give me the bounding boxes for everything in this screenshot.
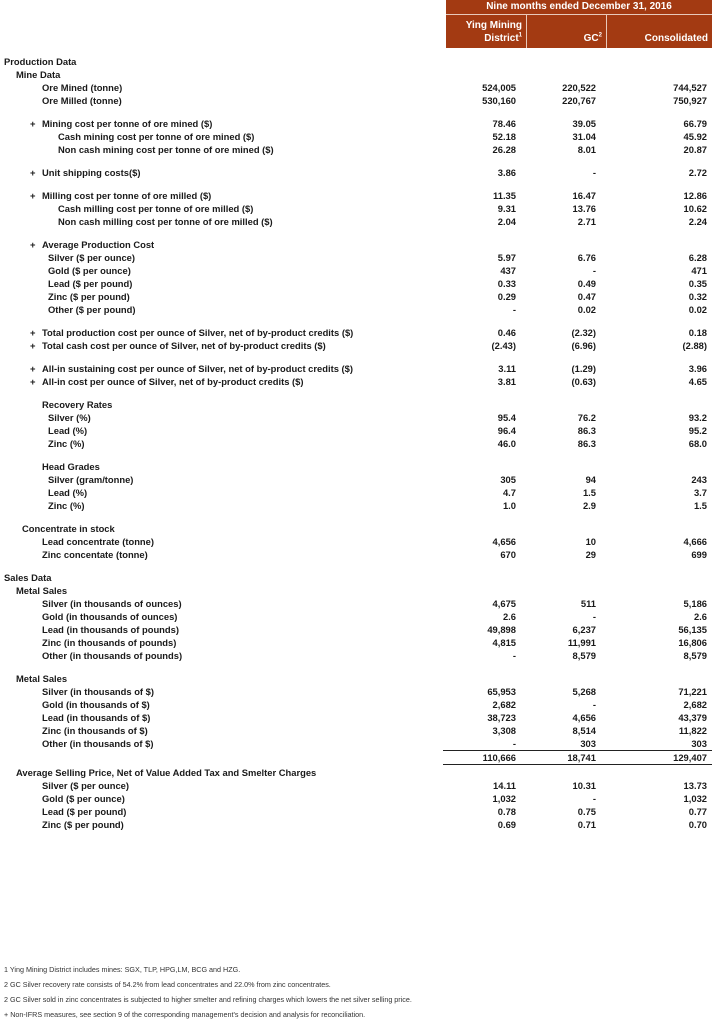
row-label: Milling cost per tonne of ore milled ($) xyxy=(42,190,212,201)
table-row xyxy=(0,437,712,450)
value-ying: 96.4 xyxy=(497,425,516,436)
table-row xyxy=(0,548,712,561)
row-label: Silver ($ per ounce) xyxy=(48,252,136,263)
row-label: Non cash milling cost per tonne of ore milled ($) xyxy=(58,216,273,227)
row-label: Gold (in thousands of ounces) xyxy=(42,611,178,622)
value-gc: (0.63) xyxy=(571,376,596,387)
table-row xyxy=(0,473,712,486)
value-ying: 46.0 xyxy=(497,438,516,449)
value-gc: 13.76 xyxy=(572,203,596,214)
value-gc: 0.71 xyxy=(577,819,596,830)
row-label: Silver (gram/tonne) xyxy=(48,474,134,485)
column-header-ying-label: Ying Mining District$^1$ xyxy=(465,20,522,44)
column-header-ying xyxy=(446,15,527,48)
value-consolidated: 43,379 xyxy=(678,712,707,723)
value-gc: (1.29) xyxy=(571,363,596,374)
row-label: Other ($ per pound) xyxy=(48,304,136,315)
value-consolidated: 3.96 xyxy=(688,363,707,374)
table-row xyxy=(0,750,712,766)
value-consolidated: 68.0 xyxy=(688,438,707,449)
value-consolidated: 8,579 xyxy=(683,650,707,661)
value-ying: 0.69 xyxy=(497,819,516,830)
table-row xyxy=(0,68,712,81)
row-label: Cash milling cost per tonne of ore milled ($) xyxy=(58,203,254,214)
value-consolidated: 1.5 xyxy=(693,500,707,511)
row-spacer xyxy=(0,107,712,117)
row-label: Total production cost per ounce of Silver, net of by-product credits ($) xyxy=(42,327,354,338)
value-consolidated: 16,806 xyxy=(678,637,707,648)
value-consolidated: 6.28 xyxy=(688,252,707,263)
table-row xyxy=(0,411,712,424)
value-gc: 39.05 xyxy=(572,118,596,129)
table-row xyxy=(0,166,712,179)
row-label: Metal Sales xyxy=(16,585,68,596)
row-spacer xyxy=(0,388,712,398)
table-row xyxy=(0,636,712,649)
row-label: Metal Sales xyxy=(16,673,68,684)
value-consolidated: 0.70 xyxy=(688,819,707,830)
table-row xyxy=(0,143,712,156)
non-ifrs-marker: + xyxy=(30,167,36,178)
table-row xyxy=(0,189,712,202)
value-ying: 26.28 xyxy=(492,144,516,155)
table-row xyxy=(0,215,712,228)
value-consolidated: 13.73 xyxy=(683,780,707,791)
row-spacer xyxy=(0,316,712,326)
row-label: Lead ($ per pound) xyxy=(42,806,127,817)
row-label: Zinc (%) xyxy=(48,438,85,449)
row-label: Lead (in thousands of $) xyxy=(42,712,151,723)
table-row xyxy=(0,202,712,215)
row-label: Zinc (in thousands of $) xyxy=(42,725,148,736)
value-ying: 0.33 xyxy=(497,278,516,289)
table-row xyxy=(0,685,712,698)
row-label: Ore Milled (tonne) xyxy=(42,95,122,106)
value-gc: 0.49 xyxy=(577,278,596,289)
table-row xyxy=(0,818,712,831)
table-row xyxy=(0,424,712,437)
table-row xyxy=(0,460,712,473)
table-row xyxy=(0,610,712,623)
row-spacer xyxy=(0,450,712,460)
value-gc: 220,767 xyxy=(562,95,596,106)
table-row xyxy=(0,326,712,339)
value-gc: 2.71 xyxy=(577,216,596,227)
value-ying: 3.86 xyxy=(497,167,516,178)
row-label: All-in sustaining cost per ounce of Silver, net of by-product credits ($) xyxy=(42,363,353,374)
footnote: 1 Ying Mining District includes mines: SGX, TLP, HPG,LM, BCG and HZG. xyxy=(4,965,241,974)
total-rule-top xyxy=(443,750,712,751)
value-consolidated: 129,407 xyxy=(673,752,707,763)
row-spacer xyxy=(0,228,712,238)
value-gc: 11,991 xyxy=(567,637,596,648)
value-ying: 11.35 xyxy=(493,190,516,201)
row-label: Total cash cost per ounce of Silver, net of by-product credits ($) xyxy=(42,340,326,351)
value-gc: (2.32) xyxy=(571,327,596,338)
table-row xyxy=(0,766,712,779)
value-consolidated: 71,221 xyxy=(678,686,707,697)
table-row xyxy=(0,130,712,143)
row-label: Lead ($ per pound) xyxy=(48,278,133,289)
value-ying: 670 xyxy=(500,549,516,560)
row-label: Lead (%) xyxy=(48,487,88,498)
value-ying: 1,032 xyxy=(492,793,516,804)
row-label: Zinc concentate (tonne) xyxy=(42,549,148,560)
value-consolidated: 95.2 xyxy=(688,425,707,436)
row-spacer xyxy=(0,561,712,571)
value-gc: 94 xyxy=(585,474,596,485)
value-consolidated: 0.18 xyxy=(688,327,707,338)
row-label: Average Production Cost xyxy=(42,239,155,250)
value-gc: - xyxy=(592,265,596,276)
value-ying: 0.46 xyxy=(497,327,516,338)
data-table xyxy=(0,55,712,831)
table-row xyxy=(0,486,712,499)
value-gc: 6,237 xyxy=(572,624,596,635)
row-spacer xyxy=(0,352,712,362)
value-gc: 18,741 xyxy=(567,752,596,763)
table-row xyxy=(0,779,712,792)
row-label: Gold ($ per ounce) xyxy=(42,793,125,804)
value-ying: 2.6 xyxy=(502,611,516,622)
value-gc: 29 xyxy=(585,549,596,560)
value-gc: - xyxy=(592,611,596,622)
table-row xyxy=(0,251,712,264)
row-label: Lead (%) xyxy=(48,425,88,436)
table-row xyxy=(0,522,712,535)
value-consolidated: 2.6 xyxy=(693,611,707,622)
table-row xyxy=(0,649,712,662)
table-row xyxy=(0,277,712,290)
row-label: All-in cost per ounce of Silver, net of by-product credits ($) xyxy=(42,376,304,387)
table-row xyxy=(0,303,712,316)
value-gc: - xyxy=(592,699,596,710)
value-ying: - xyxy=(512,304,516,315)
value-gc: 6.76 xyxy=(577,252,596,263)
value-consolidated: 45.92 xyxy=(683,131,707,142)
value-gc: 10.31 xyxy=(572,780,596,791)
footnotes xyxy=(4,962,412,1022)
table-row xyxy=(0,398,712,411)
value-ying: 2,682 xyxy=(492,699,516,710)
row-label: Zinc ($ per pound) xyxy=(42,819,124,830)
row-label: Silver (%) xyxy=(48,412,91,423)
row-label: Silver (in thousands of ounces) xyxy=(42,598,182,609)
row-label: Lead (in thousands of pounds) xyxy=(42,624,179,635)
footnote: + Non-IFRS measures, see section 9 of the corresponding management's decision and analysis for reconciliation. xyxy=(4,1010,366,1019)
row-label: Zinc (%) xyxy=(48,500,85,511)
value-gc: 16.47 xyxy=(572,190,596,201)
value-ying: 0.78 xyxy=(497,806,516,817)
row-label: Sales Data xyxy=(4,572,52,583)
value-gc: 86.3 xyxy=(577,438,596,449)
value-ying: 524,005 xyxy=(482,82,516,93)
value-gc: 5,268 xyxy=(572,686,596,697)
row-spacer xyxy=(0,156,712,166)
row-label: Production Data xyxy=(4,56,77,67)
value-consolidated: 243 xyxy=(691,474,707,485)
footnote: 2 GC Silver recovery rate consists of 54.2% from lead concentrates and 22.0% from zinc concentrates. xyxy=(4,980,331,989)
value-consolidated: 1,032 xyxy=(683,793,707,804)
value-ying: 4,675 xyxy=(492,598,516,609)
non-ifrs-marker: + xyxy=(30,118,36,129)
value-ying: 437 xyxy=(500,265,516,276)
value-ying: 4,656 xyxy=(492,536,516,547)
value-ying: - xyxy=(512,650,516,661)
row-spacer xyxy=(0,179,712,189)
value-ying: 14.11 xyxy=(493,780,516,791)
value-consolidated: 3.7 xyxy=(693,487,707,498)
value-ying: 5.97 xyxy=(497,252,516,263)
non-ifrs-marker: + xyxy=(30,340,36,351)
non-ifrs-marker: + xyxy=(30,327,36,338)
row-label: Concentrate in stock xyxy=(22,523,115,534)
row-label: Silver (in thousands of $) xyxy=(42,686,154,697)
value-consolidated: 0.32 xyxy=(688,291,707,302)
value-gc: 2.9 xyxy=(582,500,596,511)
table-row xyxy=(0,571,712,584)
row-label: Average Selling Price, Net of Value Added Tax and Smelter Charges xyxy=(16,767,317,778)
row-label: Unit shipping costs($) xyxy=(42,167,141,178)
row-label: Other (in thousands of pounds) xyxy=(42,650,183,661)
value-gc: - xyxy=(592,793,596,804)
table-row xyxy=(0,623,712,636)
row-label: Mining cost per tonne of ore mined ($) xyxy=(42,118,213,129)
value-consolidated: 12.86 xyxy=(683,190,707,201)
value-gc: 1.5 xyxy=(582,487,596,498)
value-consolidated: 93.2 xyxy=(688,412,707,423)
column-header-gc: $GC^2$ xyxy=(527,15,607,48)
value-consolidated: (2.88) xyxy=(682,340,707,351)
row-label: Recovery Rates xyxy=(42,399,113,410)
value-consolidated: 303 xyxy=(691,738,707,749)
value-ying: - xyxy=(512,738,516,749)
value-consolidated: 2.24 xyxy=(688,216,707,227)
period-header: Nine months ended December 31, 2016 xyxy=(446,0,712,15)
row-label: Gold (in thousands of $) xyxy=(42,699,150,710)
value-consolidated: 10.62 xyxy=(683,203,707,214)
value-consolidated: 0.77 xyxy=(688,806,707,817)
value-gc: 220,522 xyxy=(562,82,596,93)
value-consolidated: 750,927 xyxy=(673,95,707,106)
value-consolidated: 66.79 xyxy=(683,118,707,129)
value-gc: 511 xyxy=(580,598,596,609)
table-row xyxy=(0,597,712,610)
table-row xyxy=(0,737,712,750)
value-consolidated: 20.87 xyxy=(683,144,707,155)
value-gc: 4,656 xyxy=(572,712,596,723)
value-consolidated: 56,135 xyxy=(678,624,707,635)
value-ying: 3,308 xyxy=(492,725,516,736)
value-ying: 2.04 xyxy=(497,216,516,227)
value-ying: 78.46 xyxy=(492,118,516,129)
row-spacer xyxy=(0,662,712,672)
value-consolidated: 4.65 xyxy=(688,376,707,387)
table-row xyxy=(0,264,712,277)
table-row xyxy=(0,499,712,512)
value-ying: 0.29 xyxy=(497,291,516,302)
row-spacer xyxy=(0,512,712,522)
value-gc: 31.04 xyxy=(572,131,596,142)
value-gc: 8.01 xyxy=(577,144,596,155)
value-consolidated: 2.72 xyxy=(688,167,707,178)
non-ifrs-marker: + xyxy=(30,239,36,250)
table-row xyxy=(0,94,712,107)
row-label: Zinc (in thousands of pounds) xyxy=(42,637,177,648)
row-label: Ore Mined (tonne) xyxy=(42,82,123,93)
value-ying: 9.31 xyxy=(497,203,516,214)
total-rule-bottom xyxy=(443,764,712,765)
footnote: 2 GC Silver sold in zinc concentrates is subjected to higher smelter and refining charges which lowers the net silver selling price. xyxy=(4,995,412,1004)
value-gc: 10 xyxy=(585,536,596,547)
value-ying: 530,160 xyxy=(482,95,516,106)
value-consolidated: 2,682 xyxy=(683,699,707,710)
row-label: Non cash mining cost per tonne of ore mined ($) xyxy=(58,144,274,155)
value-gc: 0.75 xyxy=(577,806,596,817)
table-row xyxy=(0,698,712,711)
table-row xyxy=(0,805,712,818)
value-consolidated: 0.02 xyxy=(688,304,707,315)
value-consolidated: 5,186 xyxy=(683,598,707,609)
table-row xyxy=(0,535,712,548)
table-row xyxy=(0,55,712,68)
table-row xyxy=(0,672,712,685)
row-label: Head Grades xyxy=(42,461,100,472)
table-row xyxy=(0,81,712,94)
value-ying: 1.0 xyxy=(502,500,516,511)
value-consolidated: 0.35 xyxy=(688,278,707,289)
value-gc: 8,579 xyxy=(572,650,596,661)
row-label: Mine Data xyxy=(16,69,61,80)
value-ying: 4,815 xyxy=(492,637,516,648)
row-label: Other (in thousands of $) xyxy=(42,738,154,749)
value-consolidated: 11,822 xyxy=(678,725,707,736)
value-ying: 95.4 xyxy=(497,412,516,423)
table-row xyxy=(0,375,712,388)
value-gc: 0.02 xyxy=(577,304,596,315)
table-row xyxy=(0,724,712,737)
row-label: Lead concentrate (tonne) xyxy=(42,536,154,547)
value-gc: 86.3 xyxy=(577,425,596,436)
value-gc: 8,514 xyxy=(572,725,596,736)
value-ying: 3.81 xyxy=(497,376,516,387)
value-consolidated: 471 xyxy=(691,265,707,276)
non-ifrs-marker: + xyxy=(30,363,36,374)
non-ifrs-marker: + xyxy=(30,190,36,201)
value-ying: 110,666 xyxy=(482,752,516,763)
table-row xyxy=(0,792,712,805)
row-label: Zinc ($ per pound) xyxy=(48,291,130,302)
table-row xyxy=(0,290,712,303)
value-gc: 303 xyxy=(580,738,596,749)
row-label: Cash mining cost per tonne of ore mined ($) xyxy=(58,131,255,142)
value-consolidated: 744,527 xyxy=(673,82,707,93)
value-ying: 52.18 xyxy=(492,131,516,142)
column-header-consolidated: Consolidated xyxy=(644,33,708,44)
table-row xyxy=(0,339,712,352)
value-consolidated: 4,666 xyxy=(683,536,707,547)
value-gc: (6.96) xyxy=(571,340,596,351)
value-ying: (2.43) xyxy=(491,340,516,351)
value-gc: 76.2 xyxy=(577,412,596,423)
table-row xyxy=(0,711,712,724)
value-ying: 65,953 xyxy=(487,686,516,697)
table-row xyxy=(0,117,712,130)
table-row xyxy=(0,238,712,251)
value-gc: - xyxy=(592,167,596,178)
value-ying: 305 xyxy=(500,474,516,485)
value-gc: 0.47 xyxy=(577,291,596,302)
row-label: Gold ($ per ounce) xyxy=(48,265,131,276)
non-ifrs-marker: + xyxy=(30,376,36,387)
value-ying: 4.7 xyxy=(502,487,516,498)
value-ying: 3.11 xyxy=(498,363,516,374)
value-consolidated: 699 xyxy=(691,549,707,560)
value-ying: 38,723 xyxy=(487,712,516,723)
table-row xyxy=(0,362,712,375)
table-row xyxy=(0,584,712,597)
value-ying: 49,898 xyxy=(487,624,516,635)
row-label: Silver ($ per ounce) xyxy=(42,780,130,791)
table-header xyxy=(446,0,712,48)
